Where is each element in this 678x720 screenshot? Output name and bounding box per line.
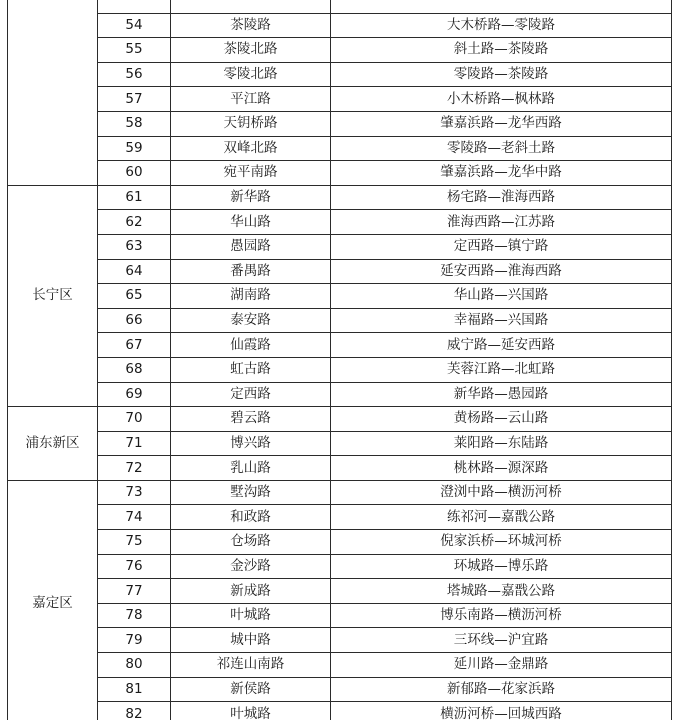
road-name-cell: 虹古路 xyxy=(171,357,331,382)
road-name-cell: 博兴路 xyxy=(171,431,331,456)
road-name-cell: 新侯路 xyxy=(171,677,331,702)
road-range-cell: 新华路—愚园路 xyxy=(331,382,672,407)
road-range-cell: 练祁河—嘉戬公路 xyxy=(331,505,672,530)
road-name-cell: 天钥桥路 xyxy=(171,111,331,136)
table-row xyxy=(8,530,672,555)
road-range-cell: 横沥河桥—回城西路 xyxy=(331,702,672,720)
road-name-cell: 愚园路 xyxy=(171,234,331,259)
road-name-cell: 叶城路 xyxy=(171,603,331,628)
road-name-cell: 茶陵北路 xyxy=(171,38,331,63)
road-name-cell: 和政路 xyxy=(171,505,331,530)
road-name-cell: 定西路 xyxy=(171,382,331,407)
number-cell: 66 xyxy=(98,308,171,333)
road-range-cell: 小木桥路—枫林路 xyxy=(331,87,672,112)
number-cell: 62 xyxy=(98,210,171,235)
table-row xyxy=(8,382,672,407)
road-range-cell xyxy=(331,0,672,13)
number-cell: 74 xyxy=(98,505,171,530)
table-row xyxy=(8,87,672,112)
number-cell: 65 xyxy=(98,284,171,309)
road-range-cell: 杨宅路—淮海西路 xyxy=(331,185,672,210)
road-name-cell: 墅沟路 xyxy=(171,480,331,505)
road-range-cell: 黄杨路—云山路 xyxy=(331,407,672,432)
number-cell: 63 xyxy=(98,234,171,259)
number-cell: 55 xyxy=(98,38,171,63)
road-range-cell: 零陵路—茶陵路 xyxy=(331,62,672,87)
table-row xyxy=(8,677,672,702)
table-row xyxy=(8,136,672,161)
table-row xyxy=(8,333,672,358)
road-range-cell: 桃林路—源深路 xyxy=(331,456,672,481)
road-range-cell: 延川路—金鼎路 xyxy=(331,653,672,678)
number-cell: 64 xyxy=(98,259,171,284)
number-cell: 70 xyxy=(98,407,171,432)
number-cell: 58 xyxy=(98,111,171,136)
table-row xyxy=(8,431,672,456)
table-row xyxy=(8,0,672,13)
table-row xyxy=(8,505,672,530)
number-cell: 61 xyxy=(98,185,171,210)
number-cell: 54 xyxy=(98,13,171,38)
road-name-cell: 新成路 xyxy=(171,579,331,604)
number-cell: 75 xyxy=(98,530,171,555)
road-name-cell: 叶城路 xyxy=(171,702,331,720)
number-cell: 73 xyxy=(98,480,171,505)
road-name-cell xyxy=(171,0,331,13)
table-row xyxy=(8,38,672,63)
table-row xyxy=(8,62,672,87)
road-range-cell: 斜土路—茶陵路 xyxy=(331,38,672,63)
table-row xyxy=(8,603,672,628)
road-range-cell: 博乐南路—横沥河桥 xyxy=(331,603,672,628)
number-cell: 82 xyxy=(98,702,171,720)
table-row xyxy=(8,456,672,481)
table-row xyxy=(8,308,672,333)
district-cell xyxy=(8,0,98,185)
table-row xyxy=(8,234,672,259)
road-range-cell: 淮海西路—江苏路 xyxy=(331,210,672,235)
road-range-cell: 威宁路—延安西路 xyxy=(331,333,672,358)
road-range-cell: 大木桥路—零陵路 xyxy=(331,13,672,38)
road-range-cell: 芙蓉江路—北虹路 xyxy=(331,357,672,382)
table-row xyxy=(8,185,672,210)
number-cell: 72 xyxy=(98,456,171,481)
road-name-cell: 仙霞路 xyxy=(171,333,331,358)
road-range-cell: 塔城路—嘉戬公路 xyxy=(331,579,672,604)
road-range-cell: 三环线—沪宜路 xyxy=(331,628,672,653)
district-cell: 浦东新区 xyxy=(8,407,98,481)
road-range-cell: 华山路—兴国路 xyxy=(331,284,672,309)
table-row xyxy=(8,357,672,382)
table-row xyxy=(8,554,672,579)
number-cell: 59 xyxy=(98,136,171,161)
road-name-cell: 碧云路 xyxy=(171,407,331,432)
road-name-cell: 湖南路 xyxy=(171,284,331,309)
road-name-cell: 零陵北路 xyxy=(171,62,331,87)
road-range-cell: 延安西路—淮海西路 xyxy=(331,259,672,284)
number-cell: 76 xyxy=(98,554,171,579)
road-name-cell: 城中路 xyxy=(171,628,331,653)
road-range-cell: 莱阳路—东陆路 xyxy=(331,431,672,456)
table-row xyxy=(8,628,672,653)
number-cell: 69 xyxy=(98,382,171,407)
road-name-cell: 祁连山南路 xyxy=(171,653,331,678)
table-row xyxy=(8,579,672,604)
road-range-cell: 定西路—镇宁路 xyxy=(331,234,672,259)
number-cell: 57 xyxy=(98,87,171,112)
number-cell: 79 xyxy=(98,628,171,653)
road-name-cell: 宛平南路 xyxy=(171,161,331,186)
road-table-body xyxy=(8,0,672,720)
district-cell: 嘉定区 xyxy=(8,480,98,720)
number-cell: 78 xyxy=(98,603,171,628)
number-cell: 60 xyxy=(98,161,171,186)
table-row xyxy=(8,284,672,309)
table-row xyxy=(8,210,672,235)
table-row xyxy=(8,259,672,284)
road-name-cell: 平江路 xyxy=(171,87,331,112)
road-name-cell: 泰安路 xyxy=(171,308,331,333)
road-name-cell: 双峰北路 xyxy=(171,136,331,161)
number-cell: 68 xyxy=(98,357,171,382)
road-range-cell: 零陵路—老斜土路 xyxy=(331,136,672,161)
district-cell: 长宁区 xyxy=(8,185,98,406)
number-cell: 77 xyxy=(98,579,171,604)
road-range-cell: 新郁路—花家浜路 xyxy=(331,677,672,702)
number-cell: 81 xyxy=(98,677,171,702)
number-cell: 56 xyxy=(98,62,171,87)
road-name-cell: 新华路 xyxy=(171,185,331,210)
road-range-cell: 环城路—博乐路 xyxy=(331,554,672,579)
road-range-cell: 倪家浜桥—环城河桥 xyxy=(331,530,672,555)
road-range-cell: 肇嘉浜路—龙华西路 xyxy=(331,111,672,136)
road-range-cell: 幸福路—兴国路 xyxy=(331,308,672,333)
road-name-cell: 华山路 xyxy=(171,210,331,235)
table-row xyxy=(8,161,672,186)
table-row xyxy=(8,653,672,678)
road-name-cell: 乳山路 xyxy=(171,456,331,481)
road-name-cell: 茶陵路 xyxy=(171,13,331,38)
road-name-cell: 金沙路 xyxy=(171,554,331,579)
road-range-cell: 肇嘉浜路—龙华中路 xyxy=(331,161,672,186)
number-cell: 67 xyxy=(98,333,171,358)
number-cell: 80 xyxy=(98,653,171,678)
number-cell: 71 xyxy=(98,431,171,456)
road-table xyxy=(7,0,672,720)
number-cell xyxy=(98,0,171,13)
road-range-cell: 澄浏中路—横沥河桥 xyxy=(331,480,672,505)
road-name-cell: 仓场路 xyxy=(171,530,331,555)
table-row xyxy=(8,13,672,38)
table-row xyxy=(8,407,672,432)
table-row xyxy=(8,702,672,720)
road-name-cell: 番禺路 xyxy=(171,259,331,284)
table-row xyxy=(8,480,672,505)
table-row xyxy=(8,111,672,136)
